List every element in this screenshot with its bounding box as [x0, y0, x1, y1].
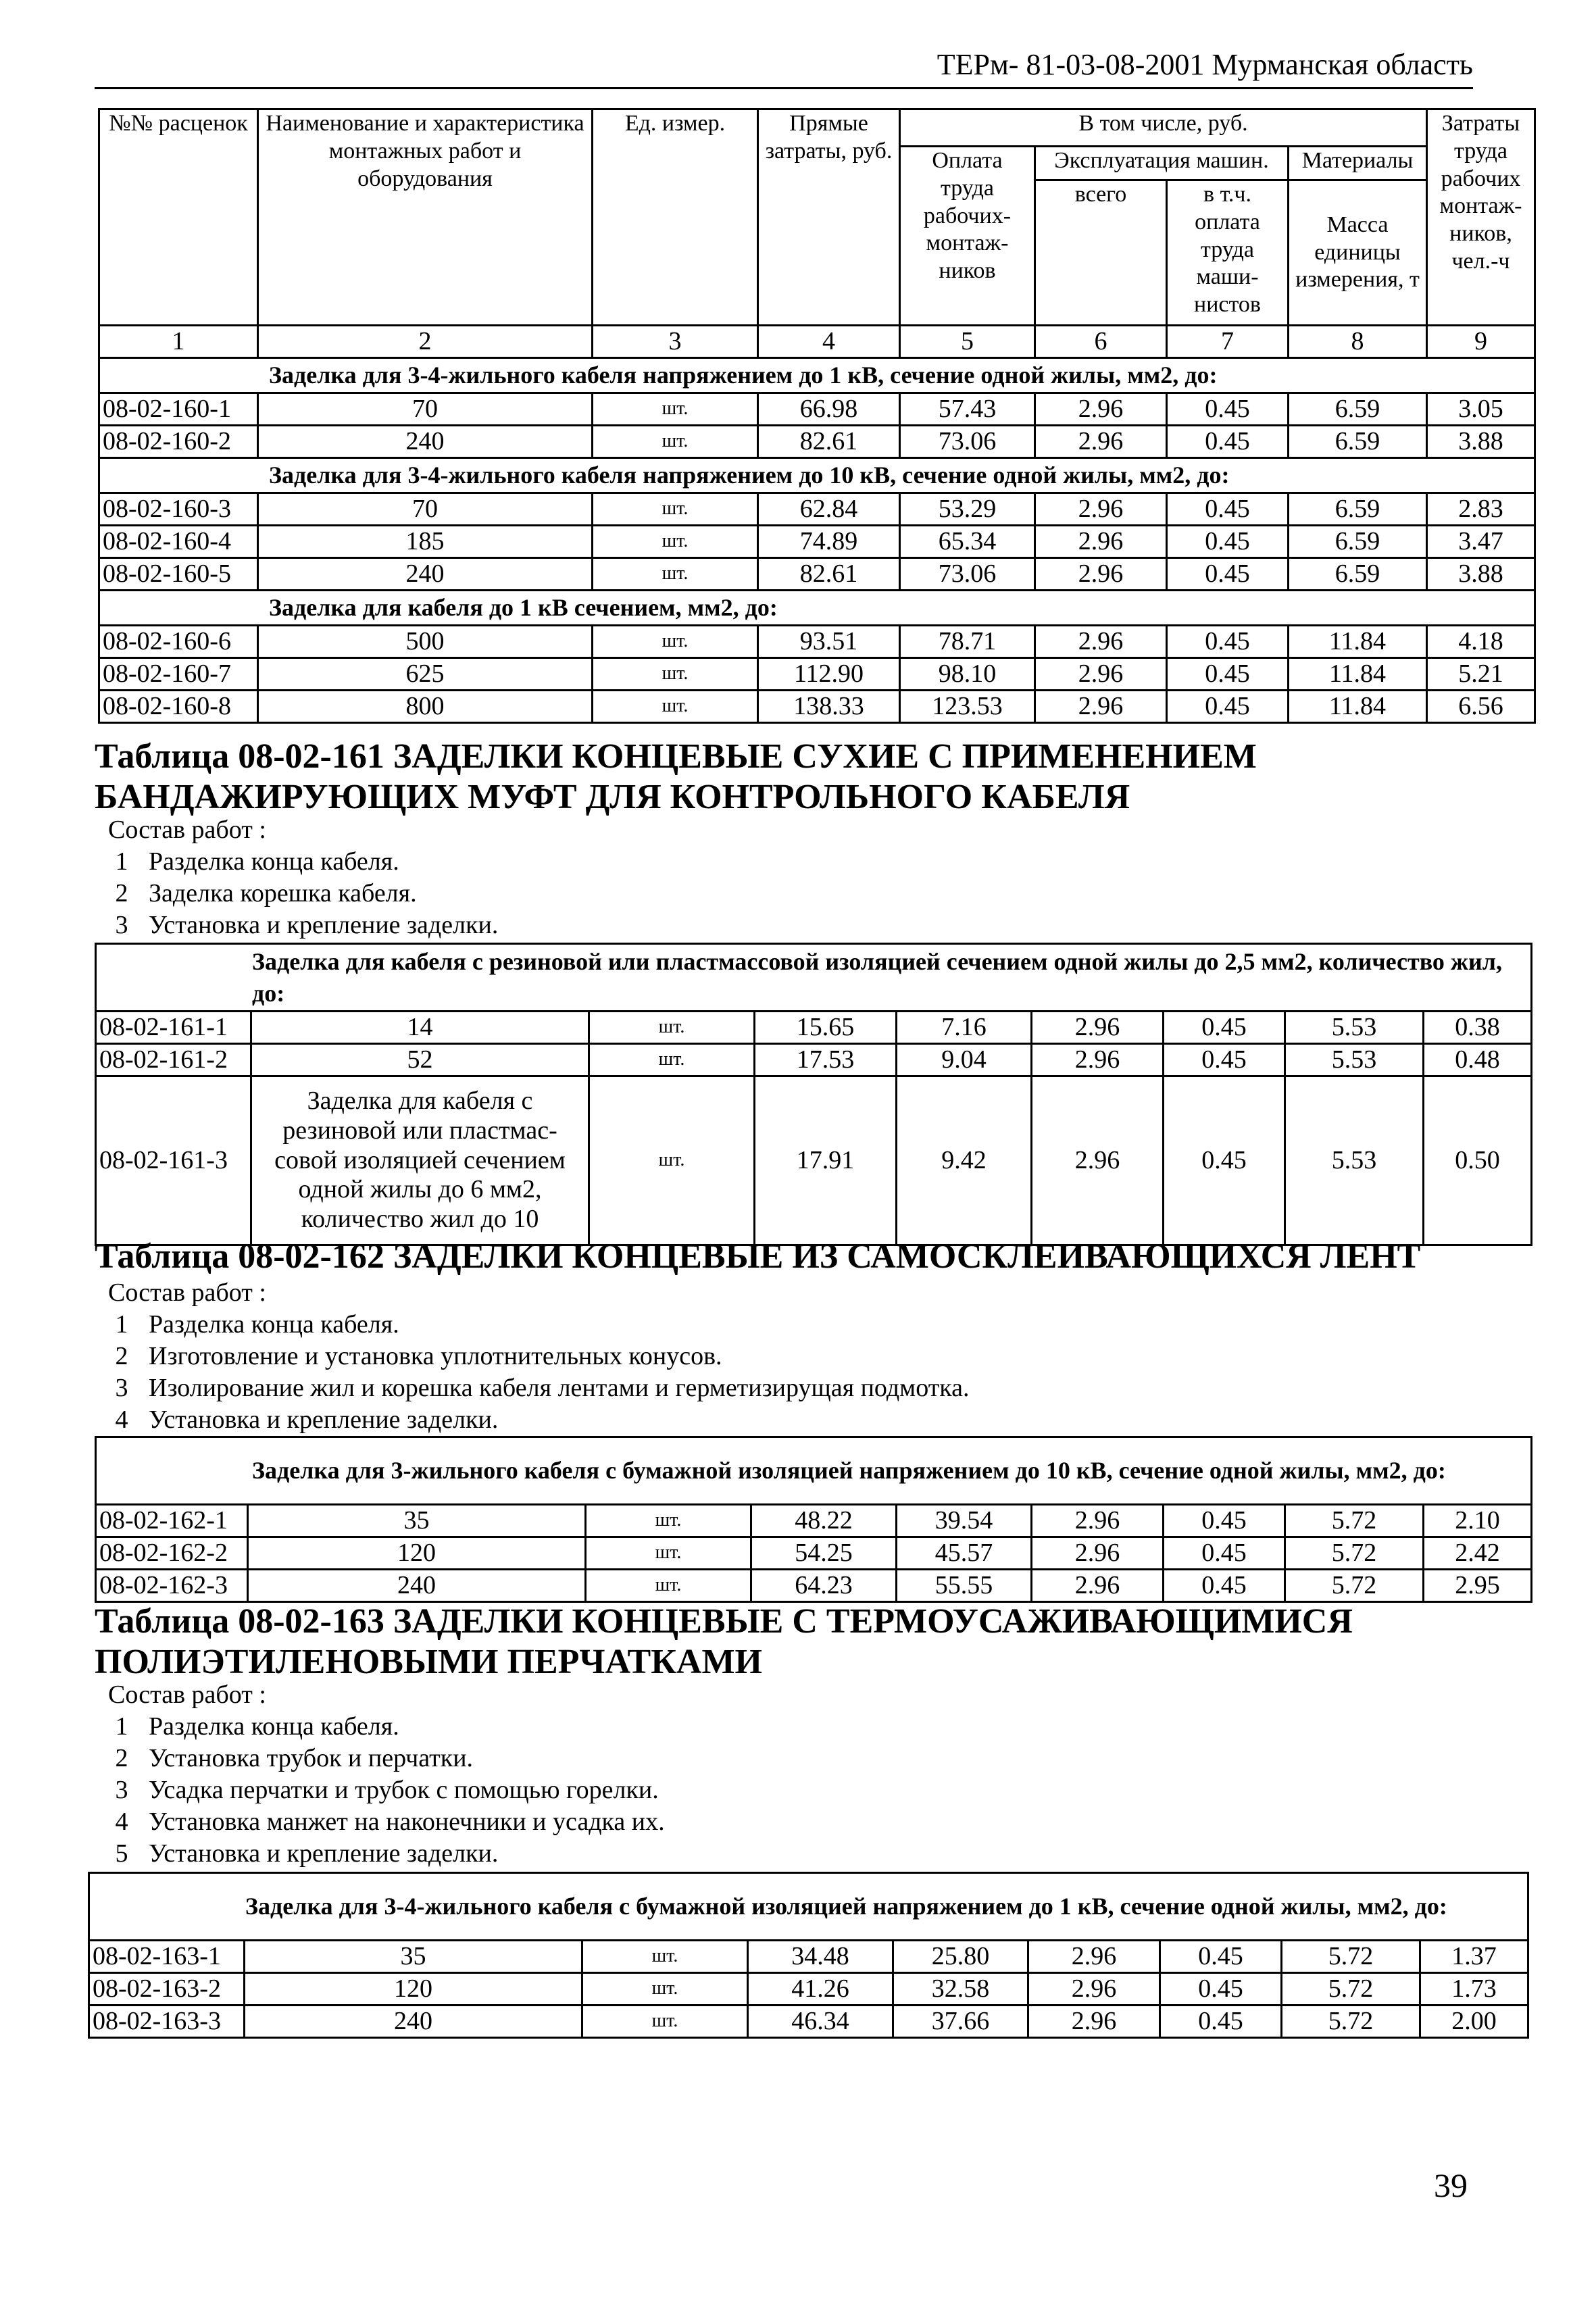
direct-costs-cell: 64.23: [751, 1570, 897, 1602]
machines-total-cell: 2.96: [1032, 1076, 1164, 1245]
step-number: 4: [115, 1405, 128, 1434]
direct-costs-cell: 17.91: [755, 1076, 897, 1245]
machines-total-cell: 2.96: [1032, 1044, 1164, 1076]
col-header-unit: Ед. измер.: [593, 109, 758, 326]
col-num: 1: [99, 326, 258, 358]
direct-costs-cell: 15.65: [755, 1012, 897, 1044]
machines-total-cell: 2.96: [1035, 526, 1167, 558]
table-title-08-02-161: Таблица 08-02-161 ЗАДЕЛКИ КОНЦЕВЫЕ СУХИЕ С ПРИМЕНЕНИЕМ БАНДАЖИРУЮЩИХ МУФТ ДЛЯ КОНТРОЛЬНОГО КАБЕЛЯ: [95, 737, 1257, 816]
mass-cell: 5.53: [1285, 1076, 1424, 1245]
wages-cell: 9.04: [897, 1044, 1032, 1076]
direct-costs-cell: 54.25: [751, 1537, 897, 1570]
table-row: [96, 1570, 1532, 1602]
work-name-cell: 240: [258, 426, 593, 458]
rate-code-cell: 08-02-160-2: [99, 426, 258, 458]
machines-total-cell: 2.96: [1032, 1505, 1164, 1537]
machines-total-cell: 2.96: [1028, 1941, 1160, 1973]
machinist-wages-cell: 0.45: [1167, 691, 1289, 723]
wages-cell: 73.06: [900, 426, 1035, 458]
wages-cell: 73.06: [900, 558, 1035, 591]
work-name-cell: 240: [248, 1570, 586, 1602]
col-header-materials: Материалы: [1289, 147, 1427, 180]
direct-costs-cell: 48.22: [751, 1505, 897, 1537]
machinist-wages-cell: 0.45: [1164, 1537, 1285, 1570]
machinist-wages-cell: 0.45: [1164, 1505, 1285, 1537]
table-row: [99, 626, 1535, 658]
step-text: Разделка конца кабеля.: [149, 1712, 399, 1741]
step-text: Разделка конца кабеля.: [149, 1310, 399, 1339]
table-08-02-162: [95, 1436, 1532, 1603]
step-text: Разделка конца кабеля.: [149, 847, 399, 876]
direct-costs-cell: 82.61: [758, 558, 900, 591]
unit-cell: шт.: [593, 493, 758, 526]
machinist-wages-cell: 0.45: [1164, 1570, 1285, 1602]
work-name-cell: 800: [258, 691, 593, 723]
wages-cell: 32.58: [893, 1973, 1028, 2006]
machines-total-cell: 2.96: [1035, 691, 1167, 723]
machinist-wages-cell: 0.45: [1164, 1012, 1285, 1044]
rate-code-cell: 08-02-163-1: [89, 1941, 245, 1973]
work-name-cell: 70: [258, 493, 593, 526]
step-text: Изолирование жил и корешка кабеля лентами и герметизирущая подмотка.: [149, 1374, 970, 1402]
step-number: 2: [115, 1342, 128, 1370]
work-name-cell: 185: [258, 526, 593, 558]
labor-cost-cell: 2.95: [1424, 1570, 1532, 1602]
direct-costs-cell: 62.84: [758, 493, 900, 526]
wages-cell: 45.57: [897, 1537, 1032, 1570]
col-header-machinist-wages: в т.ч. оплата труда маши-нистов: [1167, 180, 1289, 326]
mass-cell: 6.59: [1289, 558, 1427, 591]
mass-cell: 5.53: [1285, 1044, 1424, 1076]
rate-code-cell: 08-02-162-1: [96, 1505, 248, 1537]
page-number: 39: [1434, 2166, 1468, 2204]
unit-cell: шт.: [593, 658, 758, 691]
step-number: 1: [115, 1310, 128, 1339]
mass-cell: 5.53: [1285, 1012, 1424, 1044]
machinist-wages-cell: 0.45: [1160, 1973, 1282, 2006]
rate-code-cell: 08-02-160-4: [99, 526, 258, 558]
wages-cell: 65.34: [900, 526, 1035, 558]
work-name-cell: 35: [245, 1941, 582, 1973]
col-num: 8: [1289, 326, 1427, 358]
work-name-cell: 240: [245, 2006, 582, 2038]
work-step: [95, 1404, 1527, 1436]
unit-cell: шт.: [582, 1973, 748, 2006]
works-label: Состав работ :: [108, 816, 266, 844]
machines-total-cell: 2.96: [1032, 1012, 1164, 1044]
mass-cell: 5.72: [1285, 1570, 1424, 1602]
work-step: [95, 1743, 1527, 1774]
unit-cell: шт.: [593, 426, 758, 458]
unit-cell: шт.: [582, 2006, 748, 2038]
table-row: [99, 558, 1535, 591]
work-name-cell: Заделка для кабеля с резиновой или пластмас-совой изоляцией сечением одной жилы до 6 мм2, количество жил до 10: [251, 1076, 589, 1245]
col-num: 9: [1427, 326, 1535, 358]
mass-cell: 5.72: [1282, 1941, 1420, 1973]
direct-costs-cell: 138.33: [758, 691, 900, 723]
table-row: [89, 2006, 1528, 2038]
labor-cost-cell: 6.56: [1427, 691, 1535, 723]
step-number: 3: [115, 911, 128, 939]
direct-costs-cell: 82.61: [758, 426, 900, 458]
wages-cell: 53.29: [900, 493, 1035, 526]
rate-code-cell: 08-02-161-1: [96, 1012, 251, 1044]
labor-cost-cell: 3.88: [1427, 558, 1535, 591]
table-08-02-160: [98, 108, 1536, 724]
col-num: 3: [593, 326, 758, 358]
rate-code-cell: 08-02-162-2: [96, 1537, 248, 1570]
mass-cell: 11.84: [1289, 626, 1427, 658]
col-header-name: Наименование и характеристика монтажных работ и оборудования: [258, 109, 593, 326]
work-name-cell: 52: [251, 1044, 589, 1076]
step-number: 4: [115, 1808, 128, 1836]
wages-cell: 57.43: [900, 393, 1035, 426]
labor-cost-cell: 2.83: [1427, 493, 1535, 526]
machinist-wages-cell: 0.45: [1160, 2006, 1282, 2038]
column-number-row: [99, 326, 1535, 358]
table-row: [96, 1505, 1532, 1537]
machines-total-cell: 2.96: [1035, 626, 1167, 658]
work-name-cell: 625: [258, 658, 593, 691]
col-header-total: всего: [1035, 180, 1167, 326]
works-list-08-02-161: [95, 814, 1527, 941]
col-header-wages: Оплата труда рабочих-монтаж-ников: [900, 147, 1035, 326]
labor-cost-cell: 4.18: [1427, 626, 1535, 658]
labor-cost-cell: 0.48: [1424, 1044, 1532, 1076]
work-step: [95, 1838, 1527, 1870]
machines-total-cell: 2.96: [1032, 1537, 1164, 1570]
work-name-cell: 120: [245, 1973, 582, 2006]
mass-cell: 11.84: [1289, 658, 1427, 691]
unit-cell: шт.: [593, 526, 758, 558]
unit-cell: шт.: [589, 1044, 755, 1076]
col-header-in-total: В том числе, руб.: [900, 109, 1427, 147]
rate-code-cell: 08-02-163-3: [89, 2006, 245, 2038]
section-heading: Заделка для 3-4-жильного кабеля с бумажной изоляцией напряжением до 1 кВ, сечение одной жилы, мм2, до:: [89, 1873, 1528, 1941]
wages-cell: 98.10: [900, 658, 1035, 691]
table-row: [89, 1941, 1528, 1973]
rate-code-cell: 08-02-160-8: [99, 691, 258, 723]
wages-cell: 9.42: [897, 1076, 1032, 1245]
direct-costs-cell: 17.53: [755, 1044, 897, 1076]
labor-cost-cell: 1.73: [1420, 1973, 1528, 2006]
work-name-cell: 14: [251, 1012, 589, 1044]
step-text: Изготовление и установка уплотнительных конусов.: [149, 1342, 722, 1370]
mass-cell: 6.59: [1289, 493, 1427, 526]
machinist-wages-cell: 0.45: [1167, 393, 1289, 426]
work-name-cell: 120: [248, 1537, 586, 1570]
step-number: 2: [115, 1744, 128, 1772]
works-list-08-02-163: [95, 1679, 1527, 1870]
work-step: [95, 1341, 1527, 1372]
table-row: [99, 493, 1535, 526]
direct-costs-cell: 74.89: [758, 526, 900, 558]
col-header-machines: Эксплуатация машин.: [1035, 147, 1289, 180]
machinist-wages-cell: 0.45: [1164, 1076, 1285, 1245]
unit-cell: шт.: [582, 1941, 748, 1973]
direct-costs-cell: 46.34: [748, 2006, 893, 2038]
section-heading: Заделка для 3-4-жильного кабеля напряжением до 10 кВ, сечение одной жилы, мм2, до:: [99, 458, 1535, 493]
unit-cell: шт.: [589, 1076, 755, 1245]
machines-total-cell: 2.96: [1028, 2006, 1160, 2038]
unit-cell: шт.: [593, 393, 758, 426]
machinist-wages-cell: 0.45: [1167, 626, 1289, 658]
work-name-cell: 35: [248, 1505, 586, 1537]
col-num: 2: [258, 326, 593, 358]
step-number: 2: [115, 879, 128, 907]
works-label: Состав работ :: [108, 1681, 266, 1709]
labor-cost-cell: 0.50: [1424, 1076, 1532, 1245]
step-number: 1: [115, 847, 128, 876]
section-heading: Заделка для 3-жильного кабеля с бумажной изоляцией напряжением до 10 кВ, сечение одной жилы, мм2, до:: [96, 1437, 1532, 1505]
table-row: [96, 1537, 1532, 1570]
document-header: ТЕРм- 81-03-08-2001 Мурманская область: [95, 47, 1473, 89]
table-row: [96, 1012, 1532, 1044]
labor-cost-cell: 3.05: [1427, 393, 1535, 426]
section-heading: Заделка для кабеля с резиновой или пластмассовой изоляцией сечением одной жилы до 2,5 мм2, количество жил, до:: [96, 944, 1532, 1012]
labor-cost-cell: 1.37: [1420, 1941, 1528, 1973]
rate-code-cell: 08-02-160-3: [99, 493, 258, 526]
works-list-08-02-162: [95, 1277, 1527, 1436]
unit-cell: шт.: [593, 691, 758, 723]
machines-total-cell: 2.96: [1032, 1570, 1164, 1602]
work-step: [95, 846, 1527, 878]
machinist-wages-cell: 0.45: [1167, 658, 1289, 691]
machines-total-cell: 2.96: [1035, 426, 1167, 458]
step-text: Установка трубок и перчатки.: [149, 1744, 474, 1772]
step-text: Заделка корешка кабеля.: [149, 879, 417, 907]
direct-costs-cell: 112.90: [758, 658, 900, 691]
work-step: [95, 1372, 1527, 1404]
labor-cost-cell: 2.00: [1420, 2006, 1528, 2038]
work-step: [95, 1309, 1527, 1341]
step-number: 3: [115, 1374, 128, 1402]
unit-cell: шт.: [589, 1012, 755, 1044]
step-text: Установка и крепление заделки.: [149, 1405, 499, 1434]
mass-cell: 5.72: [1285, 1505, 1424, 1537]
mass-cell: 5.72: [1285, 1537, 1424, 1570]
direct-costs-cell: 34.48: [748, 1941, 893, 1973]
machines-total-cell: 2.96: [1028, 1973, 1160, 2006]
rate-code-cell: 08-02-160-7: [99, 658, 258, 691]
wages-cell: 78.71: [900, 626, 1035, 658]
wages-cell: 55.55: [897, 1570, 1032, 1602]
work-step: [95, 910, 1527, 941]
machinist-wages-cell: 0.45: [1167, 493, 1289, 526]
work-name-cell: 70: [258, 393, 593, 426]
rate-code-cell: 08-02-160-5: [99, 558, 258, 591]
table-row: [99, 426, 1535, 458]
work-name-cell: 240: [258, 558, 593, 591]
labor-cost-cell: 3.88: [1427, 426, 1535, 458]
unit-cell: шт.: [586, 1505, 751, 1537]
mass-cell: 5.72: [1282, 2006, 1420, 2038]
machinist-wages-cell: 0.45: [1167, 558, 1289, 591]
step-number: 5: [115, 1839, 128, 1868]
rate-code-cell: 08-02-160-6: [99, 626, 258, 658]
machines-total-cell: 2.96: [1035, 658, 1167, 691]
table-row: [89, 1973, 1528, 2006]
col-num: 7: [1167, 326, 1289, 358]
direct-costs-cell: 66.98: [758, 393, 900, 426]
labor-cost-cell: 2.10: [1424, 1505, 1532, 1537]
table-08-02-163: [88, 1872, 1529, 2039]
mass-cell: 5.72: [1282, 1973, 1420, 2006]
mass-cell: 11.84: [1289, 691, 1427, 723]
direct-costs-cell: 41.26: [748, 1973, 893, 2006]
rate-code-cell: 08-02-162-3: [96, 1570, 248, 1602]
step-number: 1: [115, 1712, 128, 1741]
labor-cost-cell: 2.42: [1424, 1537, 1532, 1570]
mass-cell: 6.59: [1289, 393, 1427, 426]
rate-code-cell: 08-02-163-2: [89, 1973, 245, 2006]
machines-total-cell: 2.96: [1035, 558, 1167, 591]
step-text: Усадка перчатки и трубок с помощью горелки.: [149, 1776, 659, 1804]
wages-cell: 39.54: [897, 1505, 1032, 1537]
table-row: [99, 658, 1535, 691]
wages-cell: 25.80: [893, 1941, 1028, 1973]
col-num: 5: [900, 326, 1035, 358]
col-header-labor: Затраты труда рабочих монтаж-ников, чел.-ч: [1427, 109, 1535, 326]
table-row: [96, 1044, 1532, 1076]
rate-code-cell: 08-02-161-3: [96, 1076, 251, 1245]
works-label: Состав работ :: [108, 1278, 266, 1307]
machines-total-cell: 2.96: [1035, 393, 1167, 426]
table-08-02-161: [95, 943, 1532, 1246]
mass-cell: 6.59: [1289, 426, 1427, 458]
machinist-wages-cell: 0.45: [1164, 1044, 1285, 1076]
work-step: [95, 1774, 1527, 1806]
wages-cell: 7.16: [897, 1012, 1032, 1044]
unit-cell: шт.: [586, 1570, 751, 1602]
work-step: [95, 1711, 1527, 1743]
rate-code-cell: 08-02-160-1: [99, 393, 258, 426]
labor-cost-cell: 5.21: [1427, 658, 1535, 691]
table-row: [99, 526, 1535, 558]
machines-total-cell: 2.96: [1035, 493, 1167, 526]
step-text: Установка и крепление заделки.: [149, 911, 499, 939]
table-title-08-02-162: Таблица 08-02-162 ЗАДЕЛКИ КОНЦЕВЫЕ ИЗ САМОСКЛЕИВАЮЩИХСЯ ЛЕНТ: [95, 1237, 1421, 1276]
work-step: [95, 878, 1527, 910]
work-step: [95, 1806, 1527, 1838]
unit-cell: шт.: [593, 558, 758, 591]
table-row: [99, 691, 1535, 723]
step-text: Установка манжет на наконечники и усадка их.: [149, 1808, 665, 1836]
table-row: [99, 393, 1535, 426]
step-number: 3: [115, 1776, 128, 1804]
section-heading: Заделка для 3-4-жильного кабеля напряжением до 1 кВ, сечение одной жилы, мм2, до:: [99, 358, 1535, 393]
col-header-direct-costs: Прямые затраты, руб.: [758, 109, 900, 326]
table-row: [96, 1076, 1532, 1245]
wages-cell: 37.66: [893, 2006, 1028, 2038]
unit-cell: шт.: [593, 626, 758, 658]
unit-cell: шт.: [586, 1537, 751, 1570]
labor-cost-cell: 3.47: [1427, 526, 1535, 558]
labor-cost-cell: 0.38: [1424, 1012, 1532, 1044]
section-heading: Заделка для кабеля до 1 кВ сечением, мм2, до:: [99, 591, 1535, 626]
col-header-mass: Масса единицы измерения, т: [1289, 180, 1427, 326]
rate-code-cell: 08-02-161-2: [96, 1044, 251, 1076]
table-title-08-02-163: Таблица 08-02-163 ЗАДЕЛКИ КОНЦЕВЫЕ С ТЕРМОУСАЖИВАЮЩИМИСЯ ПОЛИЭТИЛЕНОВЫМИ ПЕРЧАТКАМИ: [95, 1602, 1353, 1681]
machinist-wages-cell: 0.45: [1167, 526, 1289, 558]
col-num: 4: [758, 326, 900, 358]
direct-costs-cell: 93.51: [758, 626, 900, 658]
machinist-wages-cell: 0.45: [1167, 426, 1289, 458]
wages-cell: 123.53: [900, 691, 1035, 723]
work-name-cell: 500: [258, 626, 593, 658]
machinist-wages-cell: 0.45: [1160, 1941, 1282, 1973]
step-text: Установка и крепление заделки.: [149, 1839, 499, 1868]
col-header-code: №№ расценок: [99, 109, 258, 326]
mass-cell: 6.59: [1289, 526, 1427, 558]
col-num: 6: [1035, 326, 1167, 358]
